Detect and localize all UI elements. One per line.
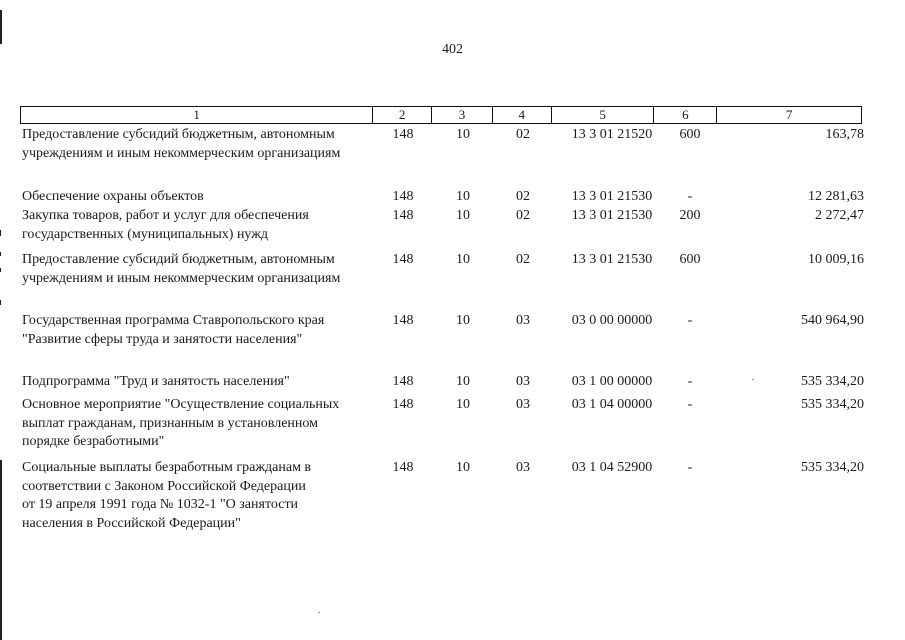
row-name: Предоставление субсидий бюджетным, автономным учреждениям и иным некоммерческим организациям bbox=[22, 252, 341, 286]
scan-edge-mark bbox=[0, 460, 2, 640]
scan-speck bbox=[318, 612, 320, 613]
row-col-5: 03 1 00 00000 bbox=[571, 374, 653, 389]
row-col-5: 13 3 01 21520 bbox=[571, 127, 653, 142]
row-col-5: 03 1 04 00000 bbox=[571, 397, 653, 412]
row-col-2: 148 bbox=[392, 397, 414, 412]
scan-edge-mark bbox=[0, 230, 1, 236]
row-col-4: 02 bbox=[516, 252, 530, 267]
row-col-2: 148 bbox=[392, 313, 414, 328]
row-amount: 2 272,47 bbox=[815, 208, 864, 223]
table-header bbox=[20, 106, 862, 124]
row-col-6: - bbox=[687, 460, 693, 475]
row-amount: 540 964,90 bbox=[801, 313, 864, 328]
row-col-2: 148 bbox=[392, 252, 414, 267]
row-name: Социальные выплаты безработным гражданам в соответствии с Законом Российской Федерации от 19 апреля 1991 года № 1032-1 "О занятости населения в Российской Федерации" bbox=[22, 460, 312, 531]
row-name: Основное мероприятие "Осуществление социальных выплат гражданам, признанным в установленном порядке безработными" bbox=[22, 397, 340, 449]
column-header-1: 1 bbox=[193, 107, 200, 122]
row-col-6: 600 bbox=[679, 127, 701, 142]
row-col-3: 10 bbox=[456, 127, 470, 142]
column-header-4: 4 bbox=[492, 107, 551, 123]
row-amount: 535 334,20 bbox=[801, 460, 864, 475]
row-amount: 10 009,16 bbox=[808, 252, 864, 267]
row-col-4: 03 bbox=[516, 460, 530, 475]
row-col-2: 148 bbox=[392, 127, 414, 142]
row-amount: 163,78 bbox=[825, 127, 864, 142]
row-col-4: 02 bbox=[516, 208, 530, 223]
row-amount: 12 281,63 bbox=[808, 189, 864, 204]
row-amount: 535 334,20 bbox=[801, 374, 864, 389]
scan-edge-mark bbox=[0, 300, 1, 305]
row-col-4: 03 bbox=[516, 374, 530, 389]
row-name: Подпрограмма "Труд и занятость населения" bbox=[22, 374, 290, 389]
row-col-6: - bbox=[687, 313, 693, 328]
row-col-5: 13 3 01 21530 bbox=[571, 252, 653, 267]
column-header-3: 3 bbox=[431, 107, 492, 123]
row-col-4: 02 bbox=[516, 127, 530, 142]
row-col-2: 148 bbox=[392, 208, 414, 223]
row-col-6: - bbox=[687, 374, 693, 389]
row-col-3: 10 bbox=[456, 189, 470, 204]
scan-edge-mark bbox=[0, 252, 1, 256]
row-col-2: 148 bbox=[392, 374, 414, 389]
row-col-3: 10 bbox=[456, 374, 470, 389]
row-col-4: 03 bbox=[516, 313, 530, 328]
column-header-6: 6 bbox=[653, 107, 716, 123]
row-col-5: 13 3 01 21530 bbox=[571, 189, 653, 204]
row-col-6: - bbox=[687, 397, 693, 412]
row-col-6: 600 bbox=[679, 252, 701, 267]
row-col-2: 148 bbox=[392, 460, 414, 475]
row-name: Предоставление субсидий бюджетным, автономным учреждениям и иным некоммерческим организациям bbox=[22, 127, 341, 161]
row-col-5: 03 0 00 00000 bbox=[571, 313, 653, 328]
row-col-3: 10 bbox=[456, 397, 470, 412]
row-name: Обеспечение охраны объектов bbox=[22, 189, 204, 204]
column-header-2: 2 bbox=[372, 107, 431, 123]
row-col-3: 10 bbox=[456, 208, 470, 223]
scan-edge-mark bbox=[0, 268, 1, 272]
row-col-5: 03 1 04 52900 bbox=[571, 460, 653, 475]
row-col-6: 200 bbox=[679, 208, 701, 223]
row-col-2: 148 bbox=[392, 189, 414, 204]
column-header-5: 5 bbox=[551, 107, 654, 123]
row-amount: 535 334,20 bbox=[801, 397, 864, 412]
row-col-3: 10 bbox=[456, 252, 470, 267]
row-name: Закупка товаров, работ и услуг для обеспечения государственных (муниципальных) нужд bbox=[22, 208, 309, 242]
row-col-3: 10 bbox=[456, 313, 470, 328]
column-header-7: 7 bbox=[716, 107, 861, 123]
row-name: Государственная программа Ставропольского края "Развитие сферы труда и занятости населения" bbox=[22, 313, 325, 347]
page-number: 402 bbox=[442, 42, 463, 57]
row-col-3: 10 bbox=[456, 460, 470, 475]
row-col-4: 03 bbox=[516, 397, 530, 412]
row-col-5: 13 3 01 21530 bbox=[571, 208, 653, 223]
row-col-6: - bbox=[687, 189, 693, 204]
row-col-4: 02 bbox=[516, 189, 530, 204]
scan-edge-mark bbox=[0, 10, 2, 44]
